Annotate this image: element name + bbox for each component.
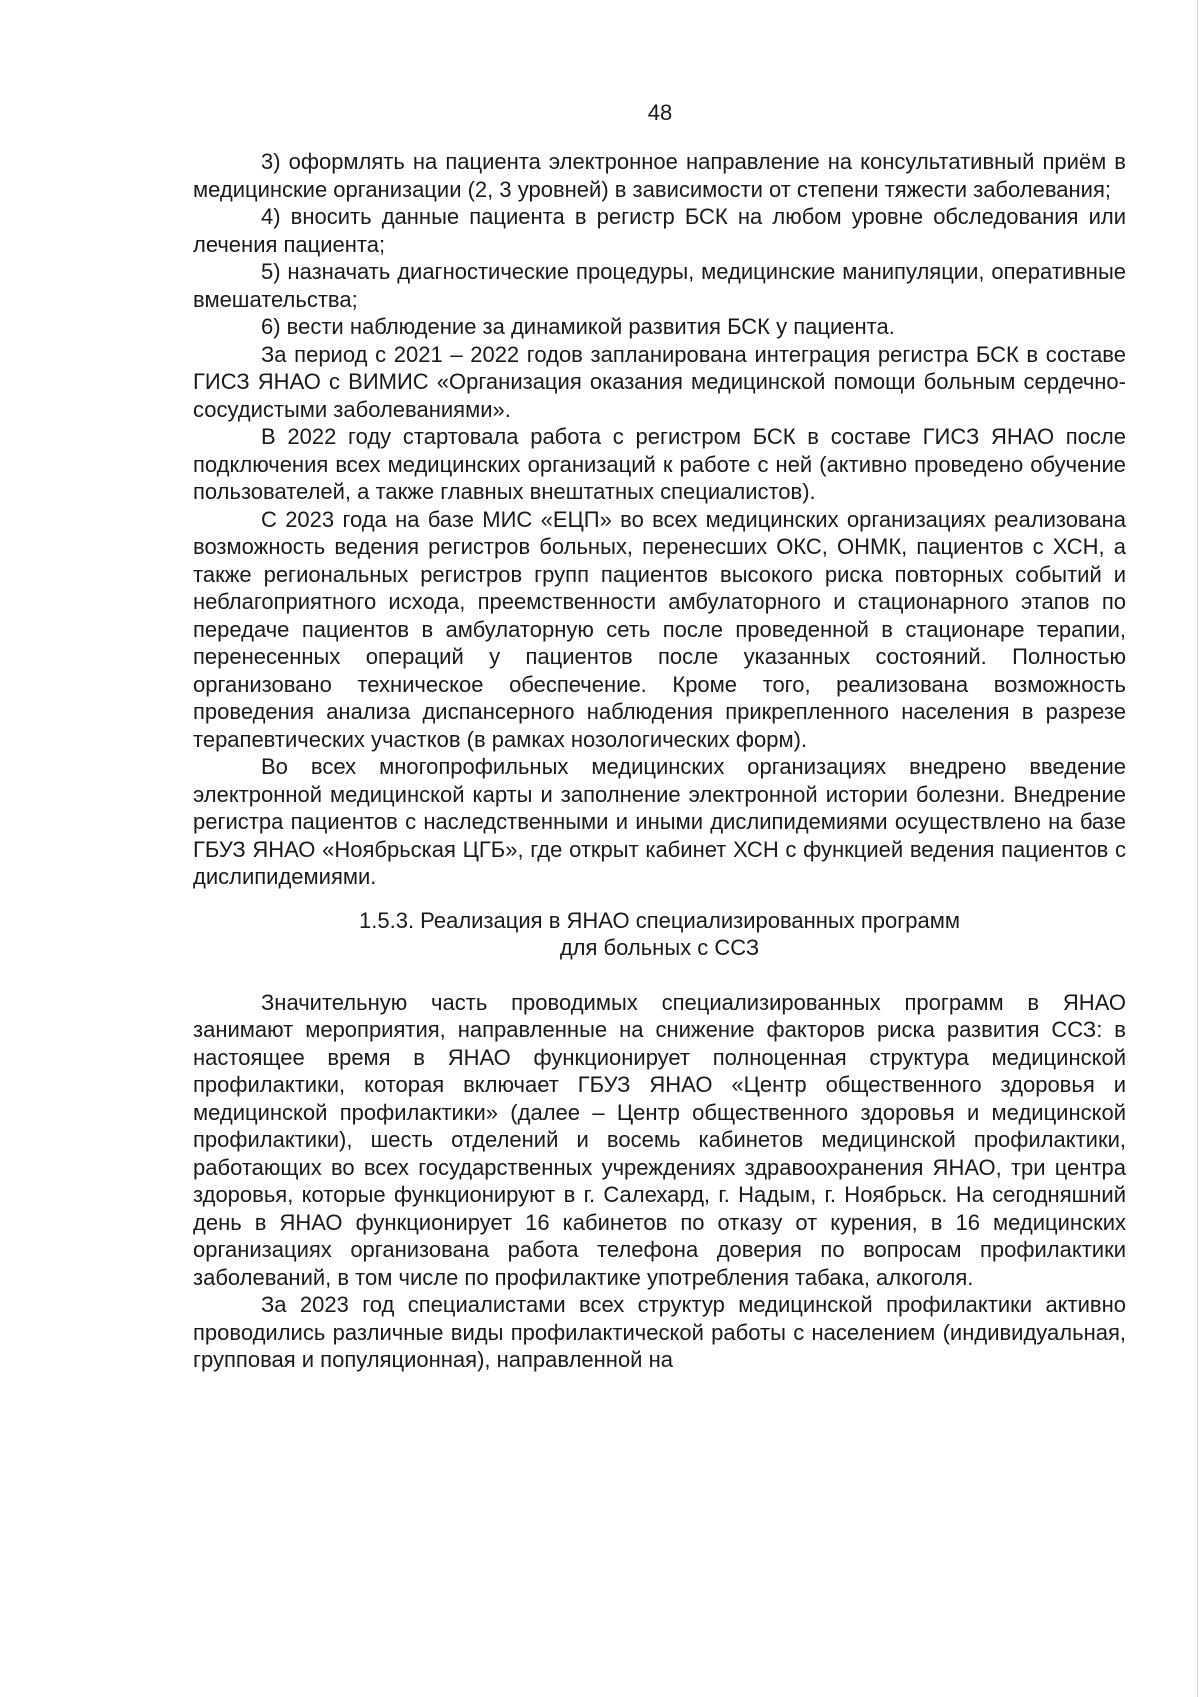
paragraph-item-3: 3) оформлять на пациента электронное направление на консультативный приём в медицинские организации (2, 3 уровней) в зависимости от степени тяжести заболевания; — [193, 149, 1126, 202]
section-heading-line-2: для больных с ССЗ — [559, 935, 760, 960]
page-edge-line — [1197, 0, 1198, 1697]
paragraph-item-6: 6) вести наблюдение за динамикой развития БСК у пациента. — [261, 314, 895, 339]
section-heading — [193, 907, 1126, 962]
paragraph-prevention-work-2023: За 2023 год специалистами всех структур медицинской профилактики активно проводились различные виды профилактической работы с населением (индивидуальная, групповая и популяционная), направленной на — [193, 1292, 1126, 1372]
paragraph-registry-start-2022: В 2022 году стартовала работа с регистром БСК в составе ГИСЗ ЯНАО после подключения всех медицинских организаций к работе с ней (активно проведено обучение пользователей, а также главных внештатных специалистов). — [193, 424, 1126, 504]
paragraph-emr-implementation: Во всех многопрофильных медицинских организациях внедрено введение электронной медицинской карты и заполнение электронной истории болезни. Внедрение регистра пациентов с наследственными и иными дислипидемиями осуществлено на базе ГБУЗ ЯНАО «Ноябрьская ЦГБ», где открыт кабинет ХСН с функцией ведения пациентов с дислипидемиями. — [193, 754, 1126, 889]
document-body — [193, 148, 1126, 1374]
paragraph-integration-plan: За период с 2021 – 2022 годов запланирована интеграция регистра БСК в составе ГИСЗ ЯНАО с ВИМИС «Организация оказания медицинской помощи больным сердечно-сосудистыми заболеваниями». — [193, 341, 1126, 422]
paragraph-registries-2023: С 2023 года на базе МИС «ЕЦП» во всех медицинских организациях реализована возможность ведения регистров больных, перенесших ОКС, ОНМК, пациентов с ХСН, а также региональных регистров групп пациентов высокого риска повторных событий и неблагоприятного исхода, преемственности амбулаторного и стационарного этапов по передаче пациентов в амбулаторную сеть после проведенной в стационаре терапии, перенесенных операций у пациентов после указанных состояний. Полностью организовано техническое обеспечение. Кроме того, реализована возможность проведения анализа диспансерного наблюдения прикрепленного населения в разрезе терапевтических участков (в рамках нозологических форм). — [193, 506, 1126, 752]
paragraph-item-5: 5) назначать диагностические процедуры, медицинские манипуляции, оперативные вмешательства; — [193, 259, 1126, 312]
paragraph-item-4: 4) вносить данные пациента в регистр БСК на любом уровне обследования или лечения пациента; — [193, 204, 1126, 257]
section-heading-line-1: 1.5.3. Реализация в ЯНАО специализированных программ — [359, 907, 960, 933]
paragraph-prevention-structure: Значительную часть проводимых специализированных программ в ЯНАО занимают мероприятия, направленные на снижение факторов риска развития ССЗ: в настоящее время в ЯНАО функционирует полноценная структура медицинской профилактики, которая включает ГБУЗ ЯНАО «Центр общественного здоровья и медицинской профилактики» (далее – Центр общественного здоровья и медицинской профилактики), шесть отделений и восемь кабинетов медицинской профилактики, работающих во всех государственных учреждениях здравоохранения ЯНАО, три центра здоровья, которые функционируют в г. Салехард, г. Надым, г. Ноябрьск. На сегодняшний день в ЯНАО функционирует 16 кабинетов по отказу от курения, в 16 медицинских организациях организована работа телефона доверия по вопросам профилактики заболеваний, в том числе по профилактике употребления табака, алкоголя. — [193, 989, 1126, 1290]
page-number: 48 — [647, 100, 673, 125]
